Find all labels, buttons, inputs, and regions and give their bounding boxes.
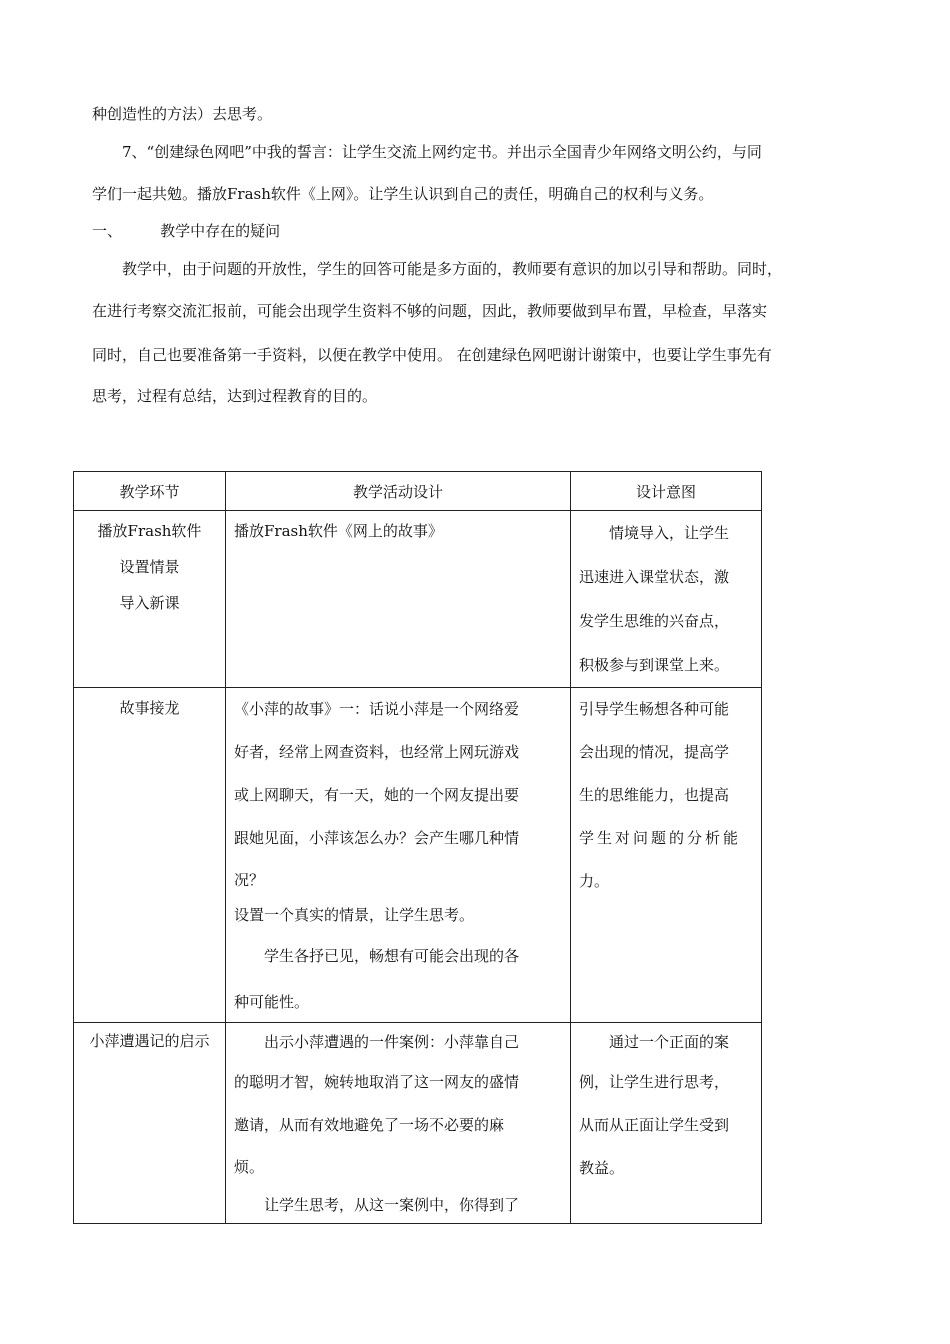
- activity-line: 邀请，从而有效地避免了一场不必要的麻: [234, 1116, 505, 1134]
- activity-line: 设置一个真实的情景，让学生思考。: [234, 906, 475, 924]
- activity-line: 好者，经常上网查资料，也经常上网玩游戏: [234, 743, 520, 761]
- activity-line: 出示小萍遭遇的一件案例：小萍靠自己: [264, 1033, 520, 1051]
- intent-line: 发学生思维的兴奋点，: [579, 612, 730, 630]
- stage-line: 故事接龙: [119, 699, 180, 717]
- activity-line: 播放Frash软件《网上的故事》: [234, 522, 443, 540]
- stage-cell: [74, 511, 226, 688]
- activity-cell: [226, 688, 571, 1023]
- text-line-5: 教学中，由于问题的开放性，学生的回答可能是多方面的，教师要有意识的加以引导和帮助。同时，: [122, 260, 783, 278]
- intent-cell: [571, 1023, 762, 1224]
- section-heading: 一、 教学中存在的疑问: [92, 222, 281, 240]
- intent-line: 引导学生畅想各种可能: [579, 700, 730, 718]
- intent-line: 积极参与到课堂上来。: [579, 656, 730, 674]
- intent-cell: [571, 688, 762, 1023]
- stage-cell: [74, 1023, 226, 1224]
- activity-line: 种可能性。: [234, 993, 310, 1011]
- lesson-plan-table: [73, 471, 762, 1224]
- stage-line: 导入新课: [119, 594, 180, 612]
- intent-line: 会出现的情况，提高学: [579, 743, 730, 761]
- table-row: [74, 688, 762, 1023]
- table-row: [74, 511, 762, 688]
- intent-line: 生的思维能力，也提高: [579, 786, 730, 804]
- intent-line: 情境导入，让学生: [609, 524, 730, 542]
- intent-cell: [571, 511, 762, 688]
- header-activity: 教学活动设计: [226, 472, 571, 511]
- intent-line: 学生对问题的分析能: [579, 829, 742, 847]
- text-line-3: 学们一起共勉。播放Frash软件《上网》。让学生认识到自己的责任，明确自己的权利与义务。: [92, 185, 714, 203]
- activity-line: 《小萍的故事》一：话说小萍是一个网络爱: [234, 700, 520, 718]
- intent-line: 力。: [579, 872, 610, 890]
- intent-line: 从而从正面让学生受到: [579, 1116, 730, 1134]
- stage-line: 小萍遭遇记的启示: [89, 1032, 210, 1050]
- intent-line: 通过一个正面的案: [609, 1033, 730, 1051]
- stage-line: 播放Frash软件: [97, 522, 202, 540]
- activity-line: 况？: [234, 871, 265, 889]
- header-intent: 设计意图: [571, 472, 762, 511]
- activity-line: 的聪明才智，婉转地取消了这一网友的盛情: [234, 1073, 520, 1091]
- intent-line: 迅速进入课堂状态，激: [579, 568, 730, 586]
- activity-line: 跟她见面，小萍该怎么办？会产生哪几种情: [234, 829, 520, 847]
- activity-cell: [226, 1023, 571, 1224]
- stage-line: 设置情景: [119, 558, 180, 576]
- intent-line: 例，让学生进行思考，: [579, 1073, 730, 1091]
- activity-line: 让学生思考，从这一案例中，你得到了: [264, 1196, 520, 1214]
- activity-line: 烦。: [234, 1158, 265, 1176]
- stage-cell: [74, 688, 226, 1023]
- text-line-7: 同时，自己也要准备第一手资料，以便在教学中使用。 在创建绿色网吧谢计谢策中，也要让学生事先有: [92, 346, 772, 364]
- activity-cell: [226, 511, 571, 688]
- table-row: [74, 1023, 762, 1224]
- intent-line: 教益。: [579, 1159, 625, 1177]
- text-line-2: 7、“创建绿色网吧”中我的誓言：让学生交流上网约定书。并出示全国青少年网络文明公约，与同: [122, 143, 762, 161]
- header-stage: 教学环节: [74, 472, 226, 511]
- activity-line: 学生各抒已见，畅想有可能会出现的各: [264, 947, 520, 965]
- text-line-8: 思考，过程有总结，达到过程教育的目的。: [92, 387, 378, 405]
- text-line-6: 在进行考察交流汇报前，可能会出现学生资料不够的问题，因此，教师要做到早布置，早检查，早落实: [92, 302, 768, 320]
- activity-line: 或上网聊天，有一天，她的一个网友提出要: [234, 786, 520, 804]
- table-header-row: [74, 472, 762, 511]
- text-line-1: 种创造性的方法）去思考。: [92, 105, 273, 123]
